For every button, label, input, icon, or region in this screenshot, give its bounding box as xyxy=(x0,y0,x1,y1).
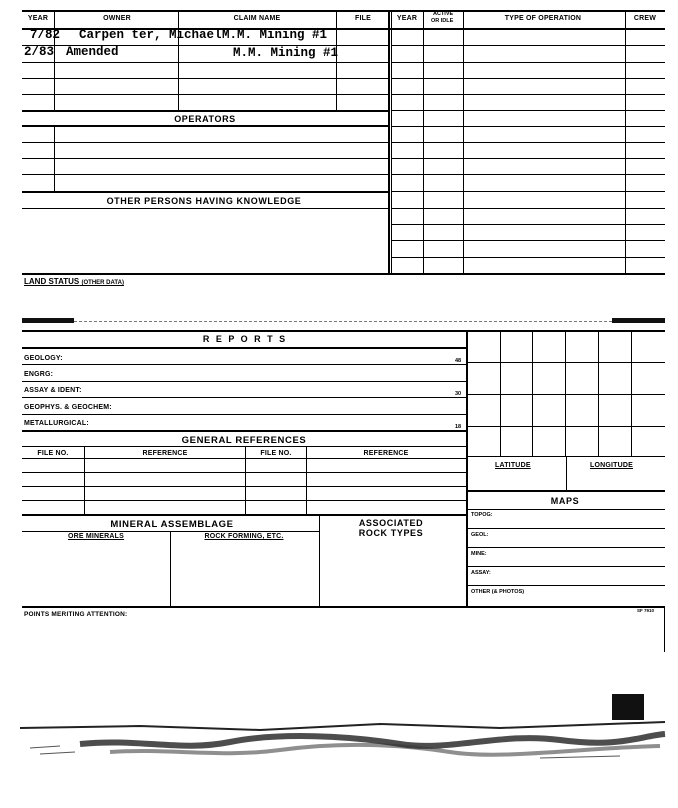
row-line xyxy=(22,397,466,398)
scan-mark xyxy=(612,318,665,323)
row-line xyxy=(391,240,665,241)
form-code: SF 7910 xyxy=(637,608,655,613)
row-claim: M.M. Mining #1 xyxy=(222,28,328,42)
hdr-div xyxy=(423,10,424,28)
report-geophys: GEOPHYS. & GEOCHEM: xyxy=(24,404,112,411)
report-num: 48 xyxy=(455,358,462,364)
associated-label: ASSOCIATED xyxy=(358,518,424,528)
row-line xyxy=(22,110,388,112)
col-line xyxy=(245,446,246,514)
hdr-div xyxy=(178,10,179,28)
reports-split xyxy=(466,330,468,606)
latitude-label: LATITUDE xyxy=(495,462,531,469)
grid-col xyxy=(631,330,632,456)
header-active: ACTIVE xyxy=(433,11,454,17)
grid-row xyxy=(466,490,665,492)
report-num: 30 xyxy=(455,391,462,397)
grid-col xyxy=(598,330,599,456)
col-line xyxy=(336,28,337,110)
row-line xyxy=(22,94,388,95)
rock-types-label: ROCK TYPES xyxy=(358,528,424,538)
maps-row xyxy=(466,528,665,529)
row-line xyxy=(391,45,665,46)
row-owner: Carpen ter, Michael xyxy=(79,28,222,42)
col-line xyxy=(423,28,424,273)
report-num: 18 xyxy=(455,424,462,430)
row-line xyxy=(22,208,388,209)
report-geology: GEOLOGY: xyxy=(24,355,63,362)
land-status-label: LAND STATUS (OTHER DATA) xyxy=(24,277,124,286)
general-references-heading: GENERAL REFERENCES xyxy=(181,435,307,446)
header-file: FILE xyxy=(355,15,371,22)
header-owner: OWNER xyxy=(103,15,131,22)
other-persons-heading: OTHER PERSONS HAVING KNOWLEDGE xyxy=(106,196,302,206)
scan-mark xyxy=(22,318,74,323)
row-line xyxy=(22,142,388,143)
maps-topog: TOPOG: xyxy=(471,512,493,518)
col-line xyxy=(54,125,55,191)
row-line xyxy=(391,224,665,225)
row-line xyxy=(22,514,466,516)
grid-col xyxy=(532,330,533,456)
maps-row xyxy=(466,566,665,567)
row-line xyxy=(22,364,466,365)
hdr-div xyxy=(463,10,464,28)
row-line xyxy=(391,208,665,209)
header-type-of-operation: TYPE OF OPERATION xyxy=(504,15,582,22)
grid-row xyxy=(466,362,665,363)
mineral-assemblage-heading: MINERAL ASSEMBLAGE xyxy=(110,519,234,530)
col-line xyxy=(170,531,171,606)
maps-row xyxy=(466,547,665,548)
report-metallurgical: METALLURGICAL: xyxy=(24,420,89,427)
hdr-div xyxy=(54,10,55,28)
col-line xyxy=(306,446,307,514)
report-engrg: ENGRG: xyxy=(24,371,54,378)
row-line xyxy=(391,142,665,143)
row-line xyxy=(22,486,466,487)
gr-file-no: FILE NO. xyxy=(260,450,292,457)
grid-col xyxy=(500,330,501,456)
report-assay: ASSAY & IDENT: xyxy=(24,387,82,394)
row-line xyxy=(22,472,466,473)
maps-heading: MAPS xyxy=(550,496,580,506)
header-year: YEAR xyxy=(27,15,49,22)
gr-reference: REFERENCE xyxy=(363,450,409,457)
maps-row xyxy=(466,509,665,510)
row-line xyxy=(391,62,665,63)
row-line xyxy=(391,191,665,192)
separator-line xyxy=(74,321,612,322)
row-year: 7/82 xyxy=(30,28,61,42)
header-or-idle: OR IDLE xyxy=(431,18,454,24)
longitude-label: LONGITUDE xyxy=(590,462,634,469)
top-table-bottom xyxy=(22,273,665,275)
row-line xyxy=(22,191,388,193)
col-line xyxy=(319,514,320,606)
maps-other: OTHER (& PHOTOS) xyxy=(471,589,525,595)
main-split xyxy=(388,10,390,273)
grid-row xyxy=(466,394,665,395)
hdr-div xyxy=(625,10,626,28)
scan-noise-band xyxy=(20,714,668,774)
col-line xyxy=(625,28,626,273)
gr-file-no: FILE NO. xyxy=(37,450,69,457)
hdr-div xyxy=(336,10,337,28)
reports-top xyxy=(22,330,665,332)
header-crew: CREW xyxy=(633,15,657,22)
row-line xyxy=(391,158,665,159)
maps-geol: GEOL: xyxy=(471,532,489,538)
header-year-2: YEAR xyxy=(396,15,418,22)
rock-forming-label: ROCK FORMING, ETC. xyxy=(204,533,284,540)
row-line xyxy=(391,126,665,127)
row-claim: M.M. Mining #1 xyxy=(233,46,339,60)
points-meriting-attention-label: POINTS MERITING ATTENTION: xyxy=(24,611,128,618)
row-line xyxy=(22,458,466,459)
col-line xyxy=(463,28,464,273)
gr-reference: REFERENCE xyxy=(142,450,188,457)
row-line xyxy=(22,174,388,175)
row-line xyxy=(391,78,665,79)
row-line xyxy=(22,446,466,447)
mineral-bottom xyxy=(22,606,665,608)
row-line xyxy=(22,78,388,79)
row-line xyxy=(22,414,466,415)
row-line xyxy=(22,347,466,349)
row-line xyxy=(22,430,466,432)
col-line xyxy=(84,446,85,514)
right-edge-line xyxy=(664,606,665,652)
row-line xyxy=(391,174,665,175)
row-owner: Amended xyxy=(66,45,119,59)
row-line xyxy=(22,500,466,501)
grid-col xyxy=(566,456,567,490)
maps-assay: ASSAY: xyxy=(471,570,491,576)
maps-mine: MINE: xyxy=(471,551,487,557)
row-line xyxy=(22,125,388,127)
grid-row xyxy=(466,426,665,427)
ore-minerals-label: ORE MINERALS xyxy=(67,533,125,540)
grid-col xyxy=(565,330,566,456)
reports-heading: R E P O R T S xyxy=(202,334,288,344)
row-line xyxy=(391,110,665,111)
header-claim-name: CLAIM NAME xyxy=(233,15,281,22)
row-line xyxy=(22,381,466,382)
row-line xyxy=(391,257,665,258)
operators-heading: OPERATORS xyxy=(174,114,236,124)
maps-row xyxy=(466,585,665,586)
row-year: 2/83 xyxy=(24,45,55,59)
top-border xyxy=(22,10,665,12)
row-line xyxy=(391,94,665,95)
row-line xyxy=(22,62,388,63)
row-line xyxy=(22,158,388,159)
